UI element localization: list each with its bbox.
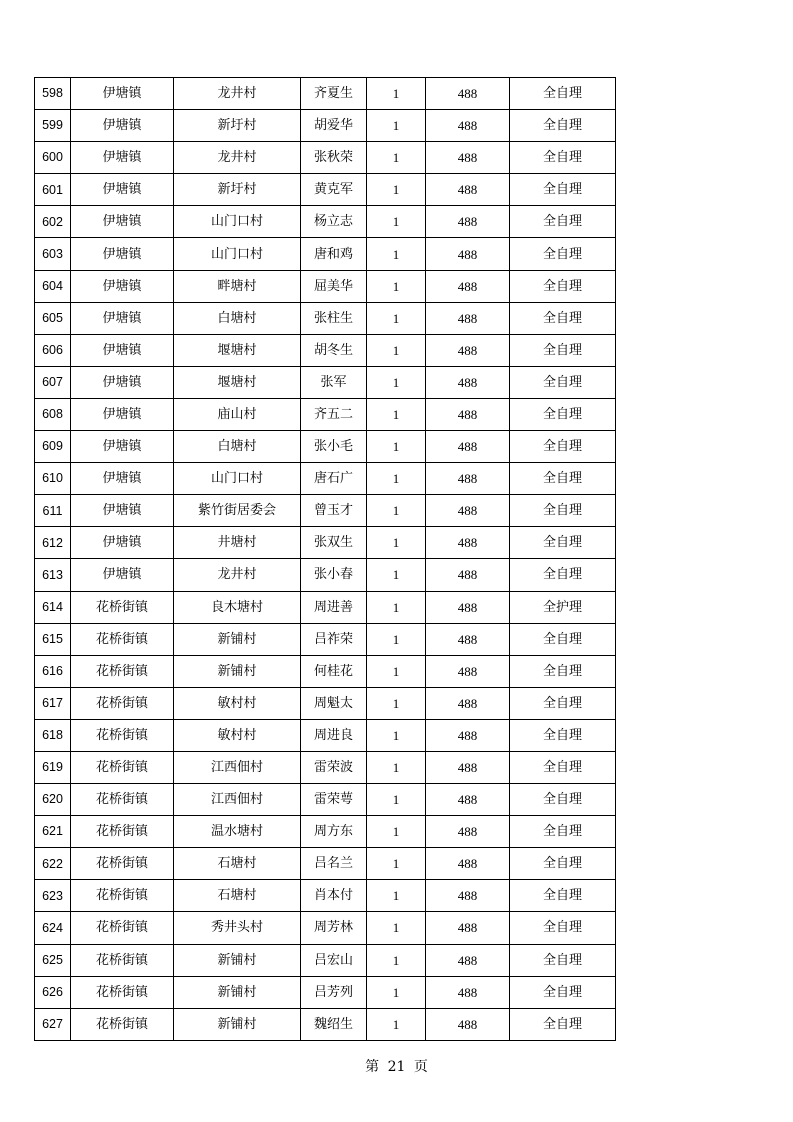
care-type-cell: 全自理 bbox=[510, 623, 616, 655]
table-row bbox=[35, 944, 616, 976]
serial-number-cell: 610 bbox=[35, 463, 71, 495]
table-row bbox=[35, 848, 616, 880]
town-cell: 花桥街镇 bbox=[71, 623, 174, 655]
serial-number-cell: 615 bbox=[35, 623, 71, 655]
serial-number-cell: 613 bbox=[35, 559, 71, 591]
town-cell: 花桥街镇 bbox=[71, 784, 174, 816]
name-cell: 何桂花 bbox=[301, 655, 367, 687]
table-row bbox=[35, 751, 616, 783]
count-cell: 1 bbox=[367, 848, 426, 880]
care-type-cell: 全自理 bbox=[510, 848, 616, 880]
serial-number-cell: 606 bbox=[35, 334, 71, 366]
name-cell: 胡爱华 bbox=[301, 110, 367, 142]
town-cell: 伊塘镇 bbox=[71, 206, 174, 238]
count-cell: 1 bbox=[367, 912, 426, 944]
care-type-cell: 全自理 bbox=[510, 527, 616, 559]
care-type-cell: 全护理 bbox=[510, 591, 616, 623]
count-cell: 1 bbox=[367, 463, 426, 495]
table-row bbox=[35, 623, 616, 655]
table-row bbox=[35, 238, 616, 270]
village-cell: 敏村村 bbox=[174, 687, 301, 719]
name-cell: 胡冬生 bbox=[301, 334, 367, 366]
page-footer bbox=[0, 1056, 793, 1076]
serial-number-cell: 624 bbox=[35, 912, 71, 944]
amount-cell: 488 bbox=[426, 206, 510, 238]
name-cell: 周方东 bbox=[301, 816, 367, 848]
count-cell: 1 bbox=[367, 238, 426, 270]
care-type-cell: 全自理 bbox=[510, 78, 616, 110]
amount-cell: 488 bbox=[426, 976, 510, 1008]
amount-cell: 488 bbox=[426, 78, 510, 110]
table-row bbox=[35, 976, 616, 1008]
count-cell: 1 bbox=[367, 1008, 426, 1040]
village-cell: 江西佃村 bbox=[174, 784, 301, 816]
name-cell: 屈美华 bbox=[301, 270, 367, 302]
name-cell: 唐和鸡 bbox=[301, 238, 367, 270]
count-cell: 1 bbox=[367, 206, 426, 238]
name-cell: 吕名兰 bbox=[301, 848, 367, 880]
village-cell: 新圩村 bbox=[174, 174, 301, 206]
town-cell: 花桥街镇 bbox=[71, 719, 174, 751]
town-cell: 伊塘镇 bbox=[71, 559, 174, 591]
serial-number-cell: 605 bbox=[35, 302, 71, 334]
town-cell: 花桥街镇 bbox=[71, 976, 174, 1008]
name-cell: 张柱生 bbox=[301, 302, 367, 334]
table-row bbox=[35, 719, 616, 751]
care-type-cell: 全自理 bbox=[510, 751, 616, 783]
town-cell: 伊塘镇 bbox=[71, 527, 174, 559]
count-cell: 1 bbox=[367, 623, 426, 655]
serial-number-cell: 601 bbox=[35, 174, 71, 206]
town-cell: 伊塘镇 bbox=[71, 398, 174, 430]
care-type-cell: 全自理 bbox=[510, 142, 616, 174]
page-number: 21 bbox=[387, 1059, 406, 1075]
amount-cell: 488 bbox=[426, 431, 510, 463]
town-cell: 花桥街镇 bbox=[71, 655, 174, 687]
table-row bbox=[35, 784, 616, 816]
count-cell: 1 bbox=[367, 559, 426, 591]
table-row bbox=[35, 334, 616, 366]
name-cell: 齐五二 bbox=[301, 398, 367, 430]
table-row bbox=[35, 1008, 616, 1040]
village-cell: 新铺村 bbox=[174, 623, 301, 655]
count-cell: 1 bbox=[367, 110, 426, 142]
village-cell: 龙井村 bbox=[174, 142, 301, 174]
town-cell: 花桥街镇 bbox=[71, 944, 174, 976]
town-cell: 伊塘镇 bbox=[71, 431, 174, 463]
town-cell: 伊塘镇 bbox=[71, 366, 174, 398]
town-cell: 伊塘镇 bbox=[71, 463, 174, 495]
serial-number-cell: 620 bbox=[35, 784, 71, 816]
table-row bbox=[35, 687, 616, 719]
town-cell: 伊塘镇 bbox=[71, 238, 174, 270]
name-cell: 周进良 bbox=[301, 719, 367, 751]
table-row bbox=[35, 398, 616, 430]
serial-number-cell: 625 bbox=[35, 944, 71, 976]
table-row bbox=[35, 142, 616, 174]
town-cell: 伊塘镇 bbox=[71, 270, 174, 302]
village-cell: 紫竹街居委会 bbox=[174, 495, 301, 527]
care-type-cell: 全自理 bbox=[510, 880, 616, 912]
name-cell: 魏绍生 bbox=[301, 1008, 367, 1040]
name-cell: 曾玉才 bbox=[301, 495, 367, 527]
serial-number-cell: 626 bbox=[35, 976, 71, 1008]
table-row bbox=[35, 527, 616, 559]
count-cell: 1 bbox=[367, 270, 426, 302]
serial-number-cell: 614 bbox=[35, 591, 71, 623]
amount-cell: 488 bbox=[426, 238, 510, 270]
village-cell: 江西佃村 bbox=[174, 751, 301, 783]
serial-number-cell: 608 bbox=[35, 398, 71, 430]
amount-cell: 488 bbox=[426, 816, 510, 848]
records-table bbox=[34, 77, 616, 1041]
count-cell: 1 bbox=[367, 784, 426, 816]
count-cell: 1 bbox=[367, 366, 426, 398]
amount-cell: 488 bbox=[426, 463, 510, 495]
town-cell: 伊塘镇 bbox=[71, 495, 174, 527]
care-type-cell: 全自理 bbox=[510, 238, 616, 270]
footer-suffix: 页 bbox=[413, 1059, 428, 1075]
amount-cell: 488 bbox=[426, 527, 510, 559]
serial-number-cell: 621 bbox=[35, 816, 71, 848]
village-cell: 新圩村 bbox=[174, 110, 301, 142]
count-cell: 1 bbox=[367, 431, 426, 463]
serial-number-cell: 604 bbox=[35, 270, 71, 302]
village-cell: 新铺村 bbox=[174, 976, 301, 1008]
village-cell: 庙山村 bbox=[174, 398, 301, 430]
village-cell: 畔塘村 bbox=[174, 270, 301, 302]
care-type-cell: 全自理 bbox=[510, 719, 616, 751]
town-cell: 花桥街镇 bbox=[71, 591, 174, 623]
village-cell: 龙井村 bbox=[174, 559, 301, 591]
village-cell: 山门口村 bbox=[174, 463, 301, 495]
care-type-cell: 全自理 bbox=[510, 816, 616, 848]
table-row bbox=[35, 270, 616, 302]
name-cell: 杨立志 bbox=[301, 206, 367, 238]
care-type-cell: 全自理 bbox=[510, 110, 616, 142]
serial-number-cell: 611 bbox=[35, 495, 71, 527]
count-cell: 1 bbox=[367, 655, 426, 687]
village-cell: 温水塘村 bbox=[174, 816, 301, 848]
count-cell: 1 bbox=[367, 591, 426, 623]
amount-cell: 488 bbox=[426, 944, 510, 976]
serial-number-cell: 622 bbox=[35, 848, 71, 880]
serial-number-cell: 609 bbox=[35, 431, 71, 463]
amount-cell: 488 bbox=[426, 623, 510, 655]
amount-cell: 488 bbox=[426, 270, 510, 302]
village-cell: 新铺村 bbox=[174, 944, 301, 976]
table-row bbox=[35, 912, 616, 944]
care-type-cell: 全自理 bbox=[510, 784, 616, 816]
care-type-cell: 全自理 bbox=[510, 976, 616, 1008]
town-cell: 花桥街镇 bbox=[71, 1008, 174, 1040]
table-row bbox=[35, 302, 616, 334]
village-cell: 堰塘村 bbox=[174, 334, 301, 366]
town-cell: 伊塘镇 bbox=[71, 334, 174, 366]
amount-cell: 488 bbox=[426, 784, 510, 816]
serial-number-cell: 602 bbox=[35, 206, 71, 238]
table-row bbox=[35, 206, 616, 238]
count-cell: 1 bbox=[367, 302, 426, 334]
care-type-cell: 全自理 bbox=[510, 1008, 616, 1040]
village-cell: 堰塘村 bbox=[174, 366, 301, 398]
name-cell: 黄克军 bbox=[301, 174, 367, 206]
care-type-cell: 全自理 bbox=[510, 655, 616, 687]
table-row bbox=[35, 880, 616, 912]
count-cell: 1 bbox=[367, 751, 426, 783]
village-cell: 井塘村 bbox=[174, 527, 301, 559]
serial-number-cell: 600 bbox=[35, 142, 71, 174]
table-row bbox=[35, 174, 616, 206]
amount-cell: 488 bbox=[426, 495, 510, 527]
care-type-cell: 全自理 bbox=[510, 174, 616, 206]
town-cell: 伊塘镇 bbox=[71, 302, 174, 334]
count-cell: 1 bbox=[367, 527, 426, 559]
name-cell: 张军 bbox=[301, 366, 367, 398]
care-type-cell: 全自理 bbox=[510, 302, 616, 334]
table-row bbox=[35, 816, 616, 848]
care-type-cell: 全自理 bbox=[510, 463, 616, 495]
count-cell: 1 bbox=[367, 142, 426, 174]
care-type-cell: 全自理 bbox=[510, 944, 616, 976]
count-cell: 1 bbox=[367, 78, 426, 110]
care-type-cell: 全自理 bbox=[510, 912, 616, 944]
village-cell: 山门口村 bbox=[174, 206, 301, 238]
serial-number-cell: 607 bbox=[35, 366, 71, 398]
count-cell: 1 bbox=[367, 174, 426, 206]
table-row bbox=[35, 559, 616, 591]
footer-prefix: 第 bbox=[365, 1059, 380, 1075]
name-cell: 张小春 bbox=[301, 559, 367, 591]
name-cell: 周魁太 bbox=[301, 687, 367, 719]
table-row bbox=[35, 78, 616, 110]
village-cell: 龙井村 bbox=[174, 78, 301, 110]
count-cell: 1 bbox=[367, 334, 426, 366]
town-cell: 伊塘镇 bbox=[71, 110, 174, 142]
amount-cell: 488 bbox=[426, 302, 510, 334]
amount-cell: 488 bbox=[426, 366, 510, 398]
care-type-cell: 全自理 bbox=[510, 206, 616, 238]
amount-cell: 488 bbox=[426, 912, 510, 944]
name-cell: 吕宏山 bbox=[301, 944, 367, 976]
town-cell: 花桥街镇 bbox=[71, 751, 174, 783]
serial-number-cell: 623 bbox=[35, 880, 71, 912]
amount-cell: 488 bbox=[426, 591, 510, 623]
table-body bbox=[35, 78, 616, 1041]
count-cell: 1 bbox=[367, 719, 426, 751]
table-row bbox=[35, 463, 616, 495]
village-cell: 白塘村 bbox=[174, 302, 301, 334]
count-cell: 1 bbox=[367, 398, 426, 430]
name-cell: 周芳林 bbox=[301, 912, 367, 944]
name-cell: 唐石广 bbox=[301, 463, 367, 495]
village-cell: 山门口村 bbox=[174, 238, 301, 270]
serial-number-cell: 619 bbox=[35, 751, 71, 783]
name-cell: 吕芳列 bbox=[301, 976, 367, 1008]
village-cell: 石塘村 bbox=[174, 848, 301, 880]
serial-number-cell: 599 bbox=[35, 110, 71, 142]
care-type-cell: 全自理 bbox=[510, 687, 616, 719]
amount-cell: 488 bbox=[426, 334, 510, 366]
table-row bbox=[35, 110, 616, 142]
serial-number-cell: 616 bbox=[35, 655, 71, 687]
name-cell: 肖本付 bbox=[301, 880, 367, 912]
amount-cell: 488 bbox=[426, 719, 510, 751]
care-type-cell: 全自理 bbox=[510, 398, 616, 430]
town-cell: 花桥街镇 bbox=[71, 816, 174, 848]
town-cell: 花桥街镇 bbox=[71, 848, 174, 880]
name-cell: 张小毛 bbox=[301, 431, 367, 463]
serial-number-cell: 612 bbox=[35, 527, 71, 559]
count-cell: 1 bbox=[367, 495, 426, 527]
count-cell: 1 bbox=[367, 944, 426, 976]
town-cell: 花桥街镇 bbox=[71, 912, 174, 944]
name-cell: 齐夏生 bbox=[301, 78, 367, 110]
serial-number-cell: 598 bbox=[35, 78, 71, 110]
name-cell: 周进善 bbox=[301, 591, 367, 623]
name-cell: 吕祚荣 bbox=[301, 623, 367, 655]
name-cell: 雷荣萼 bbox=[301, 784, 367, 816]
town-cell: 伊塘镇 bbox=[71, 78, 174, 110]
amount-cell: 488 bbox=[426, 687, 510, 719]
name-cell: 雷荣波 bbox=[301, 751, 367, 783]
serial-number-cell: 618 bbox=[35, 719, 71, 751]
amount-cell: 488 bbox=[426, 655, 510, 687]
care-type-cell: 全自理 bbox=[510, 366, 616, 398]
amount-cell: 488 bbox=[426, 398, 510, 430]
amount-cell: 488 bbox=[426, 751, 510, 783]
count-cell: 1 bbox=[367, 976, 426, 1008]
village-cell: 秀井头村 bbox=[174, 912, 301, 944]
village-cell: 敏村村 bbox=[174, 719, 301, 751]
amount-cell: 488 bbox=[426, 880, 510, 912]
town-cell: 伊塘镇 bbox=[71, 142, 174, 174]
village-cell: 新铺村 bbox=[174, 655, 301, 687]
name-cell: 张秋荣 bbox=[301, 142, 367, 174]
village-cell: 良木塘村 bbox=[174, 591, 301, 623]
care-type-cell: 全自理 bbox=[510, 270, 616, 302]
village-cell: 新铺村 bbox=[174, 1008, 301, 1040]
count-cell: 1 bbox=[367, 880, 426, 912]
amount-cell: 488 bbox=[426, 174, 510, 206]
village-cell: 石塘村 bbox=[174, 880, 301, 912]
town-cell: 花桥街镇 bbox=[71, 687, 174, 719]
care-type-cell: 全自理 bbox=[510, 559, 616, 591]
care-type-cell: 全自理 bbox=[510, 495, 616, 527]
table-row bbox=[35, 431, 616, 463]
town-cell: 伊塘镇 bbox=[71, 174, 174, 206]
amount-cell: 488 bbox=[426, 110, 510, 142]
care-type-cell: 全自理 bbox=[510, 334, 616, 366]
serial-number-cell: 603 bbox=[35, 238, 71, 270]
amount-cell: 488 bbox=[426, 142, 510, 174]
care-type-cell: 全自理 bbox=[510, 431, 616, 463]
serial-number-cell: 617 bbox=[35, 687, 71, 719]
amount-cell: 488 bbox=[426, 848, 510, 880]
table-row bbox=[35, 366, 616, 398]
serial-number-cell: 627 bbox=[35, 1008, 71, 1040]
village-cell: 白塘村 bbox=[174, 431, 301, 463]
amount-cell: 488 bbox=[426, 559, 510, 591]
table-row bbox=[35, 655, 616, 687]
count-cell: 1 bbox=[367, 816, 426, 848]
town-cell: 花桥街镇 bbox=[71, 880, 174, 912]
name-cell: 张双生 bbox=[301, 527, 367, 559]
amount-cell: 488 bbox=[426, 1008, 510, 1040]
table-row bbox=[35, 591, 616, 623]
table-row bbox=[35, 495, 616, 527]
count-cell: 1 bbox=[367, 687, 426, 719]
